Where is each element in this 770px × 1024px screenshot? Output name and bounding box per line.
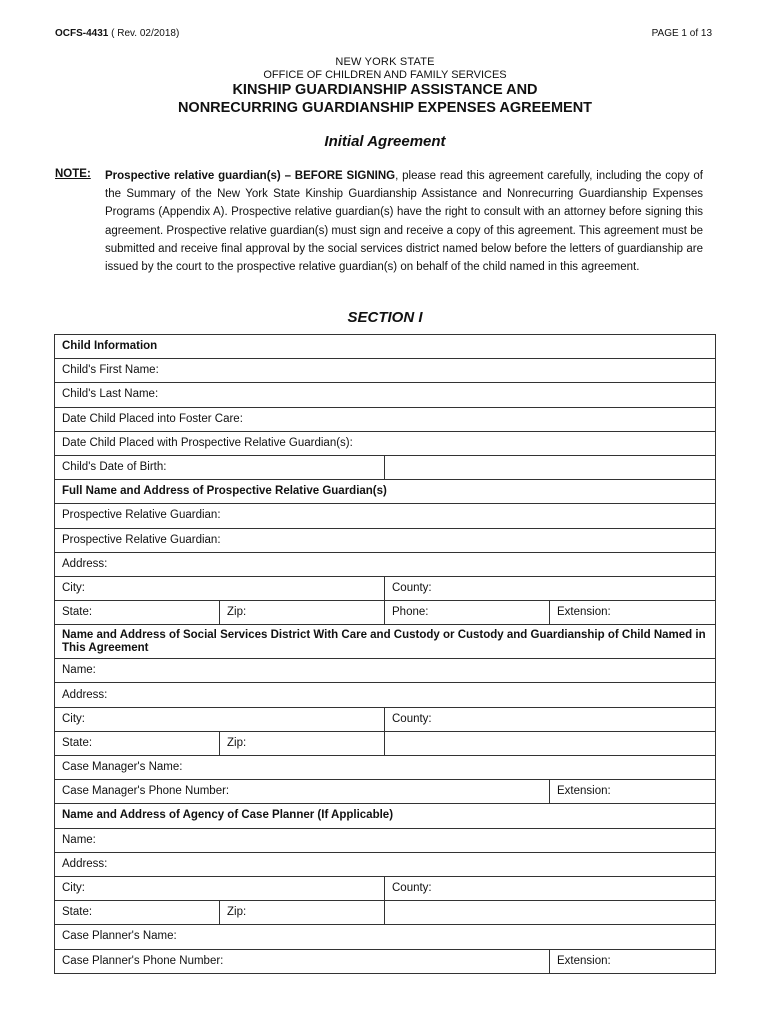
- district-city-field[interactable]: City:: [55, 707, 385, 731]
- district-address-field[interactable]: Address:: [55, 683, 716, 707]
- note-label: NOTE:: [55, 168, 91, 180]
- section-1-form: [54, 334, 716, 974]
- agency-section-header: Name and Address of Agency of Case Planner (If Applicable): [55, 804, 716, 828]
- agency-city-field[interactable]: City:: [55, 876, 385, 900]
- district-zip-field[interactable]: Zip:: [220, 731, 385, 755]
- case-manager-extension-field[interactable]: Extension:: [550, 780, 716, 804]
- page-number: PAGE 1 of 13: [651, 28, 712, 39]
- date-placed-foster-care-field[interactable]: Date Child Placed into Foster Care:: [55, 407, 716, 431]
- guardian-address-field[interactable]: Address:: [55, 552, 716, 576]
- child-first-name-field[interactable]: Child's First Name:: [55, 359, 716, 383]
- document-title-line2: NONRECURRING GUARDIANSHIP EXPENSES AGREEMENT: [177, 100, 593, 116]
- date-placed-with-guardian-field[interactable]: Date Child Placed with Prospective Relative Guardian(s):: [55, 431, 716, 455]
- guardian-state-field[interactable]: State:: [55, 601, 220, 625]
- agency-blank-cell: [385, 901, 716, 925]
- guardian-2-field[interactable]: Prospective Relative Guardian:: [55, 528, 716, 552]
- form-code: [55, 28, 179, 39]
- note-text: [105, 167, 703, 276]
- agency-address-field[interactable]: Address:: [55, 852, 716, 876]
- office-name: OFFICE OF CHILDREN AND FAMILY SERVICES: [263, 69, 507, 81]
- form-code-number: OCFS-4431: [55, 28, 109, 39]
- district-name-field[interactable]: Name:: [55, 659, 716, 683]
- district-section-header: Name and Address of Social Services District With Care and Custody or Custody and Guardianship of Child Named in This Agreement: [55, 625, 716, 659]
- district-blank-cell: [385, 731, 716, 755]
- guardian-extension-field[interactable]: Extension:: [550, 601, 716, 625]
- case-manager-name-field[interactable]: Case Manager's Name:: [55, 756, 716, 780]
- section-title: SECTION I: [347, 309, 423, 326]
- guardian-city-field[interactable]: City:: [55, 576, 385, 600]
- agency-name-field[interactable]: Name:: [55, 828, 716, 852]
- document-title-line1: KINSHIP GUARDIANSHIP ASSISTANCE AND: [232, 82, 538, 98]
- guardian-county-field[interactable]: County:: [385, 576, 716, 600]
- case-planner-name-field[interactable]: Case Planner's Name:: [55, 925, 716, 949]
- district-state-field[interactable]: State:: [55, 731, 220, 755]
- guardian-section-header: Full Name and Address of Prospective Relative Guardian(s): [55, 480, 716, 504]
- agency-zip-field[interactable]: Zip:: [220, 901, 385, 925]
- case-planner-extension-field[interactable]: Extension:: [550, 949, 716, 973]
- form-revision: ( Rev. 02/2018): [111, 28, 180, 39]
- note-bold-text: Prospective relative guardian(s) – BEFORE SIGNING: [105, 170, 396, 182]
- state-name: NEW YORK STATE: [335, 56, 435, 68]
- child-dob-field[interactable]: [385, 455, 716, 479]
- guardian-phone-field[interactable]: Phone:: [385, 601, 550, 625]
- child-information-header: Child Information: [55, 335, 716, 359]
- case-planner-phone-field[interactable]: Case Planner's Phone Number:: [55, 949, 550, 973]
- guardian-1-field[interactable]: Prospective Relative Guardian:: [55, 504, 716, 528]
- case-manager-phone-field[interactable]: Case Manager's Phone Number:: [55, 780, 550, 804]
- district-county-field[interactable]: County:: [385, 707, 716, 731]
- guardian-zip-field[interactable]: Zip:: [220, 601, 385, 625]
- child-dob-label: Child's Date of Birth:: [55, 455, 385, 479]
- child-last-name-field[interactable]: Child's Last Name:: [55, 383, 716, 407]
- agency-state-field[interactable]: State:: [55, 901, 220, 925]
- document-subtitle: Initial Agreement: [324, 133, 446, 150]
- note-body: , please read this agreement carefully, including the copy of the Summary of the New York State Kinship Guardianship Assistance and Nonrecurring Guardianship Expenses Programs (Appendix A). Prospective relative guardian(s) have the right to consult with an attorney before signing this agreement. Prospective relative guardian(s) must sign and receive a copy of this agreement. This agreement must be submitted and receive final approval by the social services district named below before the letters of guardianship are issued by the court to the prospective relative guardian(s) on behalf of the child named in this agreement.: [105, 170, 703, 274]
- agency-county-field[interactable]: County:: [385, 876, 716, 900]
